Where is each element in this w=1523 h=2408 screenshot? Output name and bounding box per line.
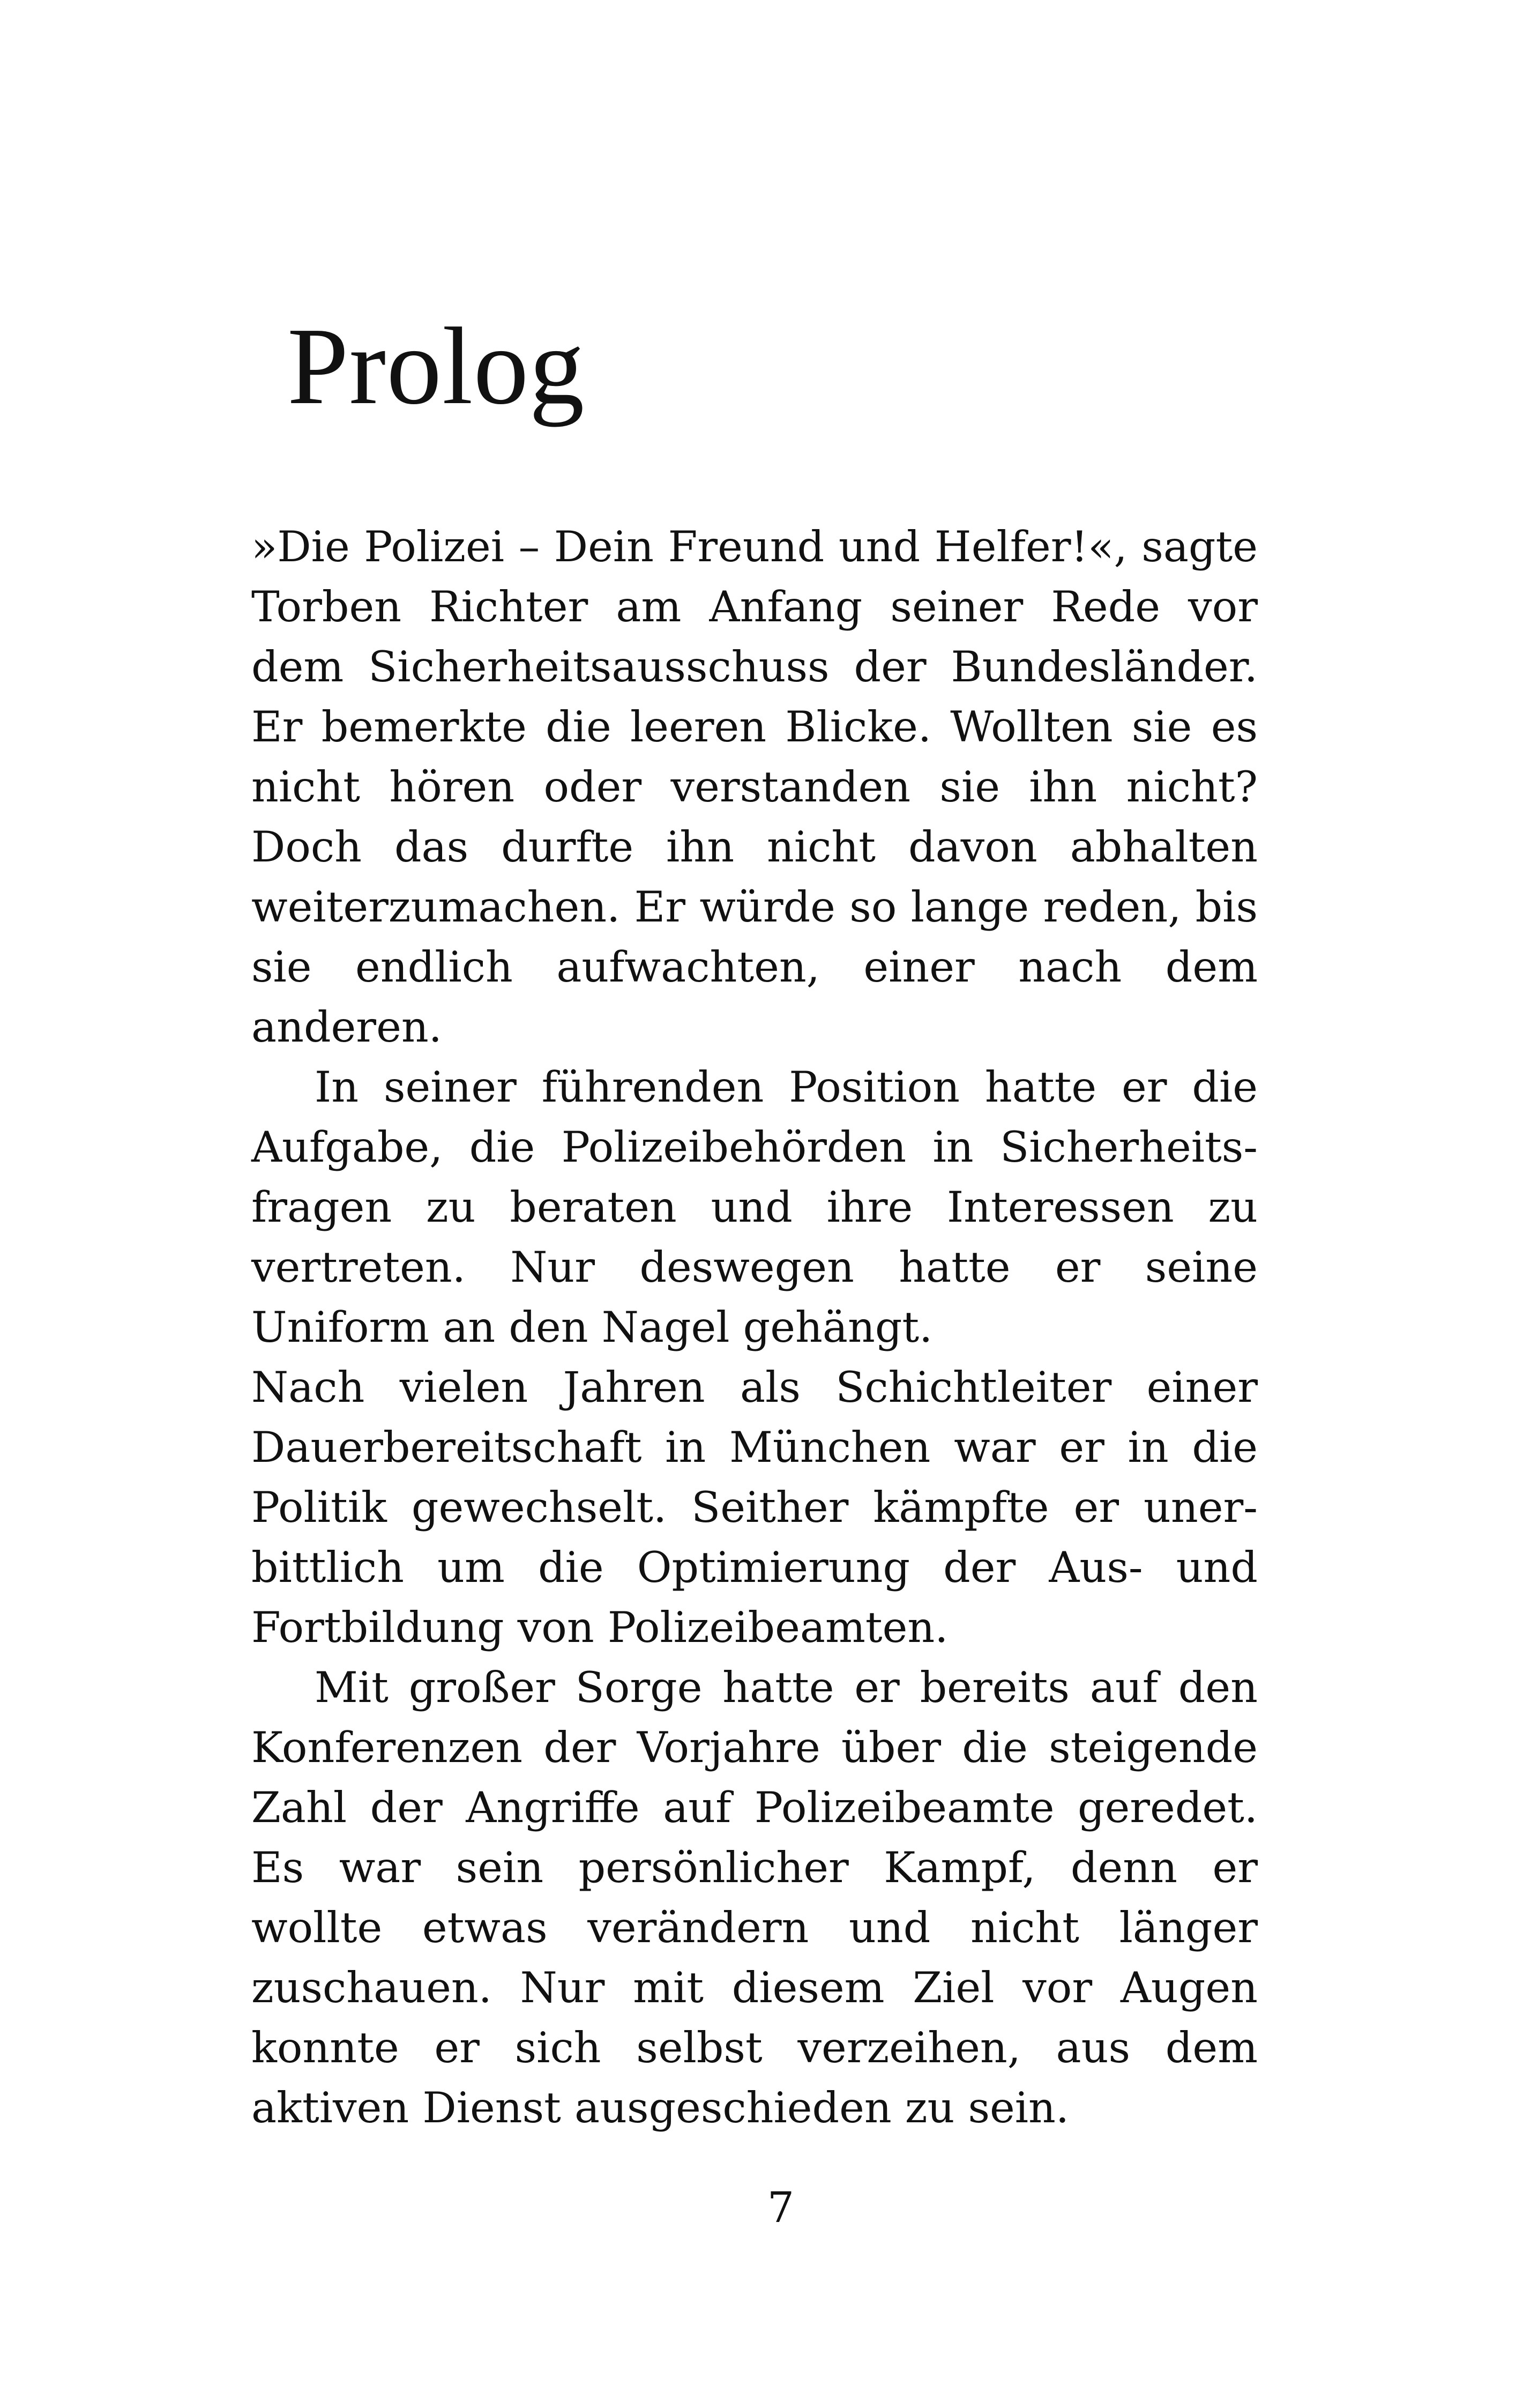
page-number: 7 (767, 2183, 795, 2232)
text-line: Mit großer Sorge hatte er bereits auf den (315, 1663, 1258, 1712)
text-line: konnte er sich selbst verzeihen, aus dem (251, 2023, 1258, 2072)
text-line: Es war sein persönlicher Kampf, denn er (251, 1843, 1258, 1892)
text-line: zuschauen. Nur mit diesem Ziel vor Augen (251, 1963, 1258, 2012)
text-line: Er bemerkte die leeren Blicke. Wollten sie es (251, 702, 1258, 752)
text-line: Fortbildung von Polizeibeamten. (251, 1603, 949, 1652)
text-line: anderen. (251, 1002, 442, 1052)
text-line: Dauerbereitschaft in München war er in die (251, 1423, 1258, 1472)
text-line: bittlich um die Optimierung der Aus- und (251, 1543, 1258, 1592)
text-line: Uniform an den Nagel gehängt. (251, 1303, 933, 1352)
text-line: fragen zu beraten und ihre Interessen zu (251, 1183, 1258, 1232)
text-line: Nach vielen Jahren als Schichtleiter einer (251, 1363, 1258, 1412)
paragraph (251, 1658, 1258, 2138)
text-line: vertreten. Nur deswegen hatte er seine (251, 1243, 1258, 1292)
text-line: dem Sicherheitsausschuss der Bundesländer. (251, 642, 1258, 692)
text-line: aktiven Dienst ausgeschieden zu sein. (251, 2083, 1069, 2132)
text-line: »Die Polizei – Dein Freund und Helfer!«, sagte (251, 522, 1258, 571)
text-line: Torben Richter am Anfang seiner Rede vor (251, 582, 1258, 631)
text-line: Aufgabe, die Polizeibehörden in Sicherheits- (251, 1123, 1258, 1172)
text-line: weiterzumachen. Er würde so lange reden, bis (251, 882, 1258, 932)
text-line: sie endlich aufwachten, einer nach dem (251, 942, 1258, 992)
paragraph (251, 517, 1258, 1057)
text-line: Konferenzen der Vorjahre über die steigende (251, 1723, 1258, 1772)
paragraph (251, 1057, 1258, 1357)
chapter-title: Prolog (287, 304, 585, 427)
text-line: In seiner führenden Position hatte er die (315, 1062, 1258, 1112)
text-line: Doch das durfte ihn nicht davon abhalten (251, 822, 1258, 872)
text-line: nicht hören oder verstanden sie ihn nicht? (251, 762, 1258, 812)
text-line: Politik gewechselt. Seither kämpfte er uner- (251, 1483, 1258, 1532)
paragraph (251, 1357, 1258, 1658)
text-line: wollte etwas verändern und nicht länger (251, 1903, 1258, 1952)
body-text (251, 517, 1258, 2138)
text-line: Zahl der Angriffe auf Polizeibeamte geredet. (251, 1783, 1258, 1832)
